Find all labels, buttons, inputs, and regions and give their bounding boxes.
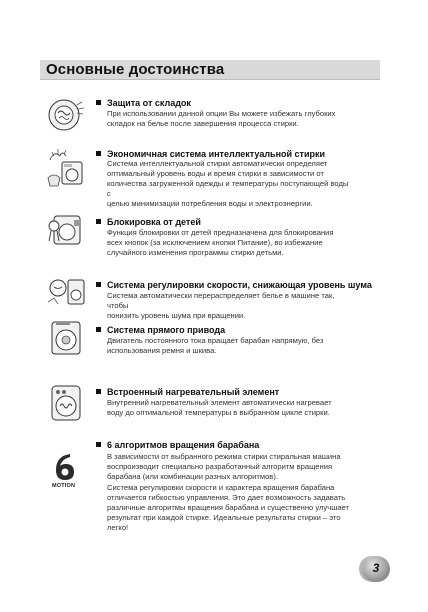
feature-text-direct-drive: Двигатель постоянного тока вращает барабан напрямую, без использования ремня и шкива. (107, 336, 324, 355)
eco-washer-icon (44, 146, 88, 190)
feature-title-direct-drive: Система прямого привода (96, 325, 225, 335)
heater-icon (44, 382, 88, 424)
motion-label: MOTION (52, 483, 76, 489)
feature-text-anti-crease: При использовании данной опции Вы можете избежать глубоких складок на белье после завершения процесса стирки. (107, 109, 336, 128)
feature-title-low-noise: Система регулировки скорости, снижающая уровень шума (96, 280, 372, 290)
low-noise-icon (44, 272, 88, 312)
child-lock-icon (44, 210, 88, 250)
feature-title-child-lock: Блокировка от детей (96, 217, 201, 227)
feature-text-eco-smart-wash: Система интеллектуальной стирки автоматически определяет оптимальный уровень воды и время стирки в зависимости от количества загруженной одежды и температуры поступающей воды с целью минимизации потребления воды и электроэнергии. (107, 159, 349, 208)
six-motion-icon (48, 450, 82, 484)
feature-title-heater: Встроенный нагревательный элемент (96, 387, 279, 397)
feature-text-six-motion: В зависимости от выбранного режима стирки стиральная машина воспроизводит специально разработанный алгоритм вращения барабана (или комбинации разных алгоритмов). Система регулировки скорости и характера вращения барабана отличается гибкостью управления. Это дает возможность задавать различные алгоритмы вращения барабана и существенно улучшает результат при каждой стирке. Идеальные результаты стирки – это легко! (107, 452, 349, 533)
feature-title-six-motion: 6 алгоритмов вращения барабана (96, 440, 259, 450)
page-number: 3 (372, 561, 380, 575)
feature-title-anti-crease: Защита от складок (96, 98, 191, 108)
anti-crease-icon (44, 95, 88, 135)
section-header-bar (40, 60, 380, 80)
feature-text-low-noise: Система автоматически перераспределяет белье в машине так, чтобы понизить уровень шума при вращении. (107, 291, 335, 320)
page-number-badge (362, 556, 390, 582)
feature-text-heater: Внутренний нагревательный элемент автоматически нагревает воду до оптимальной температуры в выбранном цикле стирки. (107, 398, 332, 417)
feature-text-child-lock: Функция блокировки от детей предназначена для блокирования всех кнопок (за исключением кнопки Питание), во избежание случайного изменения программы стирки детьми. (107, 228, 334, 257)
direct-drive-icon (44, 318, 88, 358)
feature-title-eco-smart-wash: Экономичная система интеллектуальной стирки (96, 149, 325, 159)
page-title: Основные достоинства (46, 61, 225, 78)
